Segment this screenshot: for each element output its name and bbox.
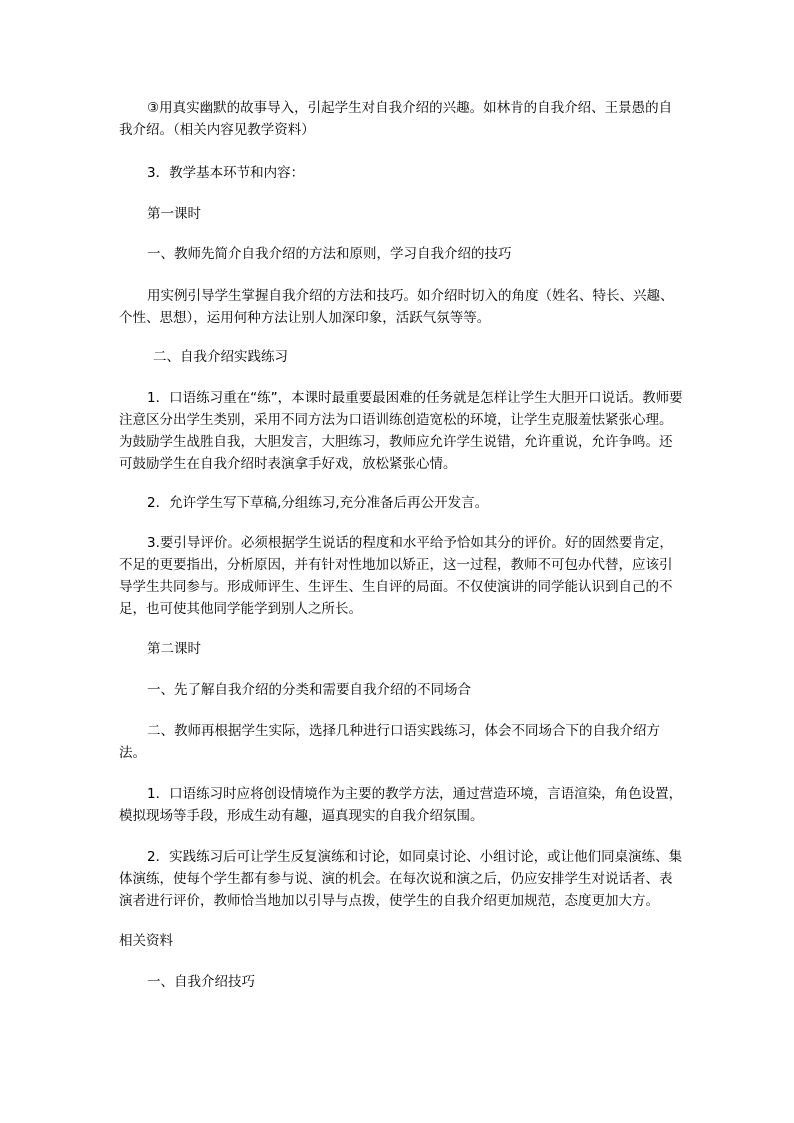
paragraph-lesson-2-practice-2: 2．实践练习后可让学生反复演练和讨论，如同桌讨论、小组讨论，或让他们同桌演练、集体演练，使每个学生都有参与说、演的机会。在每次说和演之后，仍应安排学生对说话者、表演者进行评价，教师恰当地加以引导与点拨，使学生的自我介绍更加规范，态度更加大方。: [119, 849, 683, 909]
paragraph-methods: 用实例引导学生掌握自我介绍的方法和技巧。如介绍时切入的角度（姓名、特长、兴趣、个性、思想），运用何种方法让别人加深印象，活跃气氛等等。: [119, 288, 674, 326]
paragraph-practice-3: 3.要引导评价。必须根据学生说话的程度和水平给予恰如其分的评价。好的固然要肯定，不足的更要指出，分析原因，并有针对性地加以矫正，这一过程，教师不可包办代替，应该引导学生共同参与。形成师评生、生评生、生自评的局面。不仅使演讲的同学能认识到自己的不足，也可使其他同学能学到别人之所长。: [119, 535, 673, 617]
heading-lesson-2: 第二课时: [147, 641, 201, 657]
paragraph-practice-2: 2．允许学生写下草稿,分组练习,充分准备后再公开发言。: [147, 495, 489, 511]
heading-lesson-1-part-1: 一、教师先简介自我介绍的方法和原则，学习自我介绍的技巧: [147, 246, 512, 262]
heading-lesson-2-part-1: 一、先了解自我介绍的分类和需要自我介绍的不同场合: [147, 682, 471, 698]
heading-lesson-2-part-2: 二、教师再根据学生实际，选择几种进行口语实践练习，体会不同场合下的自我介绍方法。: [119, 723, 660, 761]
paragraph-section-3: 3．教学基本环节和内容：: [147, 165, 305, 181]
heading-lesson-1-part-2: 二、自我介绍实践练习: [153, 349, 288, 365]
paragraph-practice-1: 1．口语练习重在“练”，本课时最重要最困难的任务就是怎样让学生大胆开口说话。教师要注意区分出学生类别，采用不同方法为口语训练创造宽松的环境，让学生克服羞怯紧张心理。为鼓励学生战胜自我，大胆发言，大胆练习，教师应允许学生说错，允许重说，允许争鸣。还可鼓励学生在自我介绍时表演拿手好戏，放松紧张心情。: [119, 390, 683, 472]
heading-related-materials: 相关资料: [119, 933, 173, 949]
heading-self-intro-tips: 一、自我介绍技巧: [147, 974, 255, 990]
paragraph-story-intro: ③用真实幽默的故事导入，引起学生对自我介绍的兴趣。如林肯的自我介绍、王景愚的自我介绍。（相关内容见教学资料）: [119, 100, 673, 138]
paragraph-lesson-2-practice-1: 1．口语练习时应将创设情境作为主要的教学方法，通过营造环境，言语渲染，角色设置，模拟现场等手段，形成生动有趣，逼真现实的自我介绍氛围。: [119, 786, 683, 824]
heading-lesson-1: 第一课时: [147, 206, 201, 222]
